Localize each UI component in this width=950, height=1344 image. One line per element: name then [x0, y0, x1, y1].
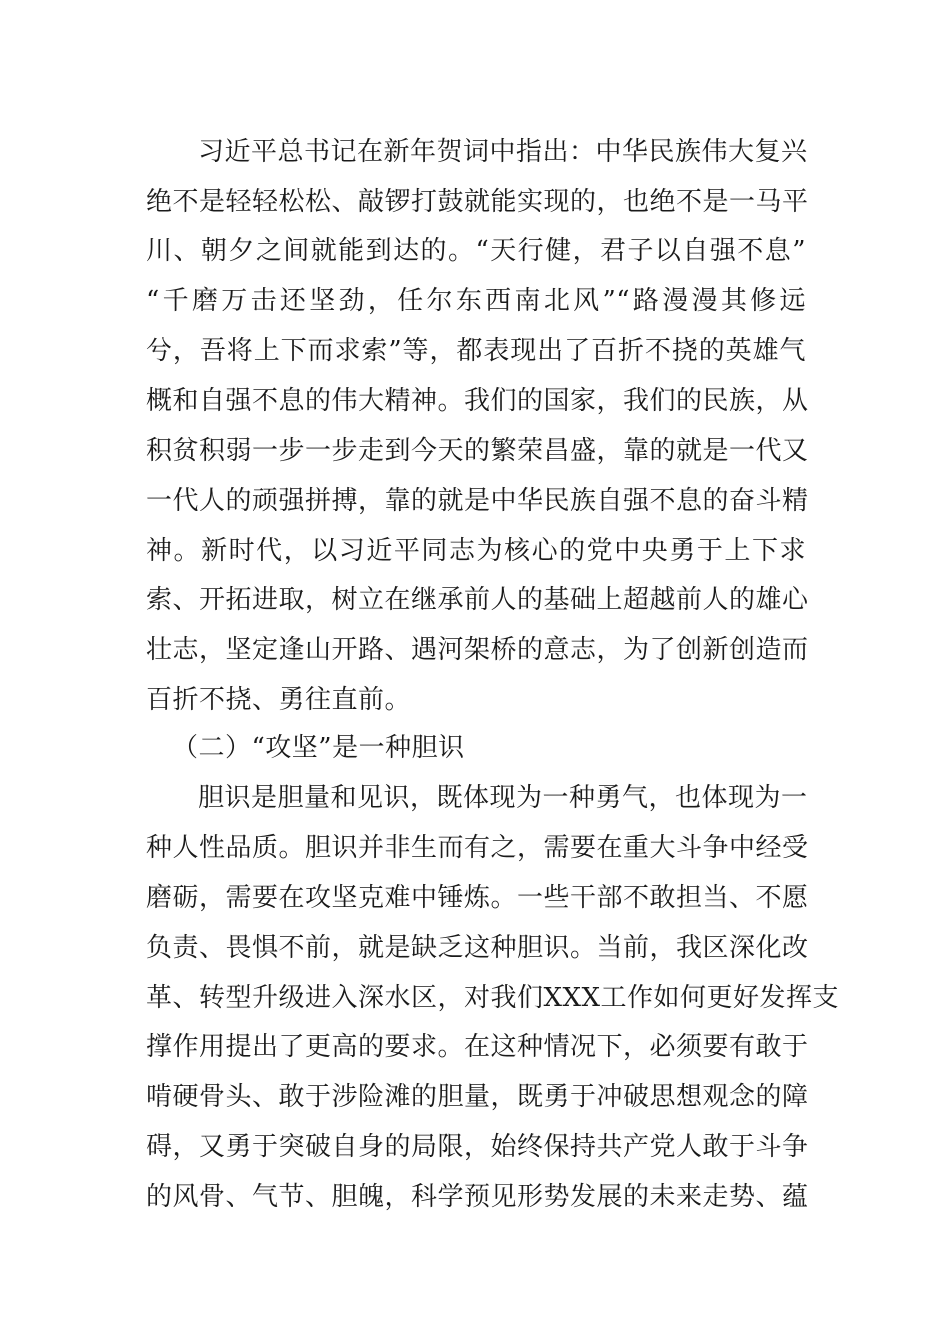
text-line: 革、转型升级进入深水区，对我们XXX工作如何更好发挥支 — [146, 983, 840, 1013]
text-line: 索、开拓进取，树立在继承前人的基础上超越前人的雄心 — [146, 585, 809, 615]
text-line: 百折不挠、勇往直前。 — [146, 685, 412, 715]
text-line: 神。新时代，以习近平同志为核心的党中央勇于上下求 — [146, 536, 806, 566]
text-line: 啃硬骨头、敢于涉险滩的胆量，既勇于冲破思想观念的障 — [146, 1082, 809, 1112]
text-line: 碍，又勇于突破自身的局限，始终保持共产党人敢于斗争 — [146, 1132, 809, 1162]
text-line: 的风骨、气节、胆魄，科学预见形势发展的未来走势、蕴 — [146, 1182, 809, 1212]
text-line: “千磨万击还坚劲，任尔东西南北风”“路漫漫其修远 — [146, 286, 806, 316]
text-line: 绝不是轻轻松松、敲锣打鼓就能实现的，也绝不是一马平 — [146, 187, 809, 217]
text-line: 兮，吾将上下而求索”等，都表现出了百折不挠的英雄气 — [146, 336, 806, 366]
text-line: 概和自强不息的伟大精神。我们的国家，我们的民族，从 — [146, 386, 809, 416]
text-line: 胆识是胆量和见识，既体现为一种勇气，也体现为一 — [198, 783, 808, 813]
text-line: 川、朝夕之间就能到达的。“天行健，君子以自强不息” — [146, 236, 806, 266]
text-line: 习近平总书记在新年贺词中指出：中华民族伟大复兴 — [198, 137, 808, 167]
text-line: 一代人的顽强拼搏，靠的就是中华民族自强不息的奋斗精 — [146, 486, 809, 516]
text-line: 负责、畏惧不前，就是缺乏这种胆识。当前，我区深化改 — [146, 933, 809, 963]
section-heading: （二）“攻坚”是一种胆识 — [172, 733, 465, 763]
text-line: 壮志，坚定逢山开路、遇河架桥的意志，为了创新创造而 — [146, 635, 809, 665]
text-line: 撑作用提出了更高的要求。在这种情况下，必须要有敢于 — [146, 1032, 809, 1062]
text-line: 磨砺，需要在攻坚克难中锤炼。一些干部不敢担当、不愿 — [146, 883, 809, 913]
text-line: 积贫积弱一步一步走到今天的繁荣昌盛，靠的就是一代又 — [146, 436, 809, 466]
text-line: 种人性品质。胆识并非生而有之，需要在重大斗争中经受 — [146, 833, 809, 863]
